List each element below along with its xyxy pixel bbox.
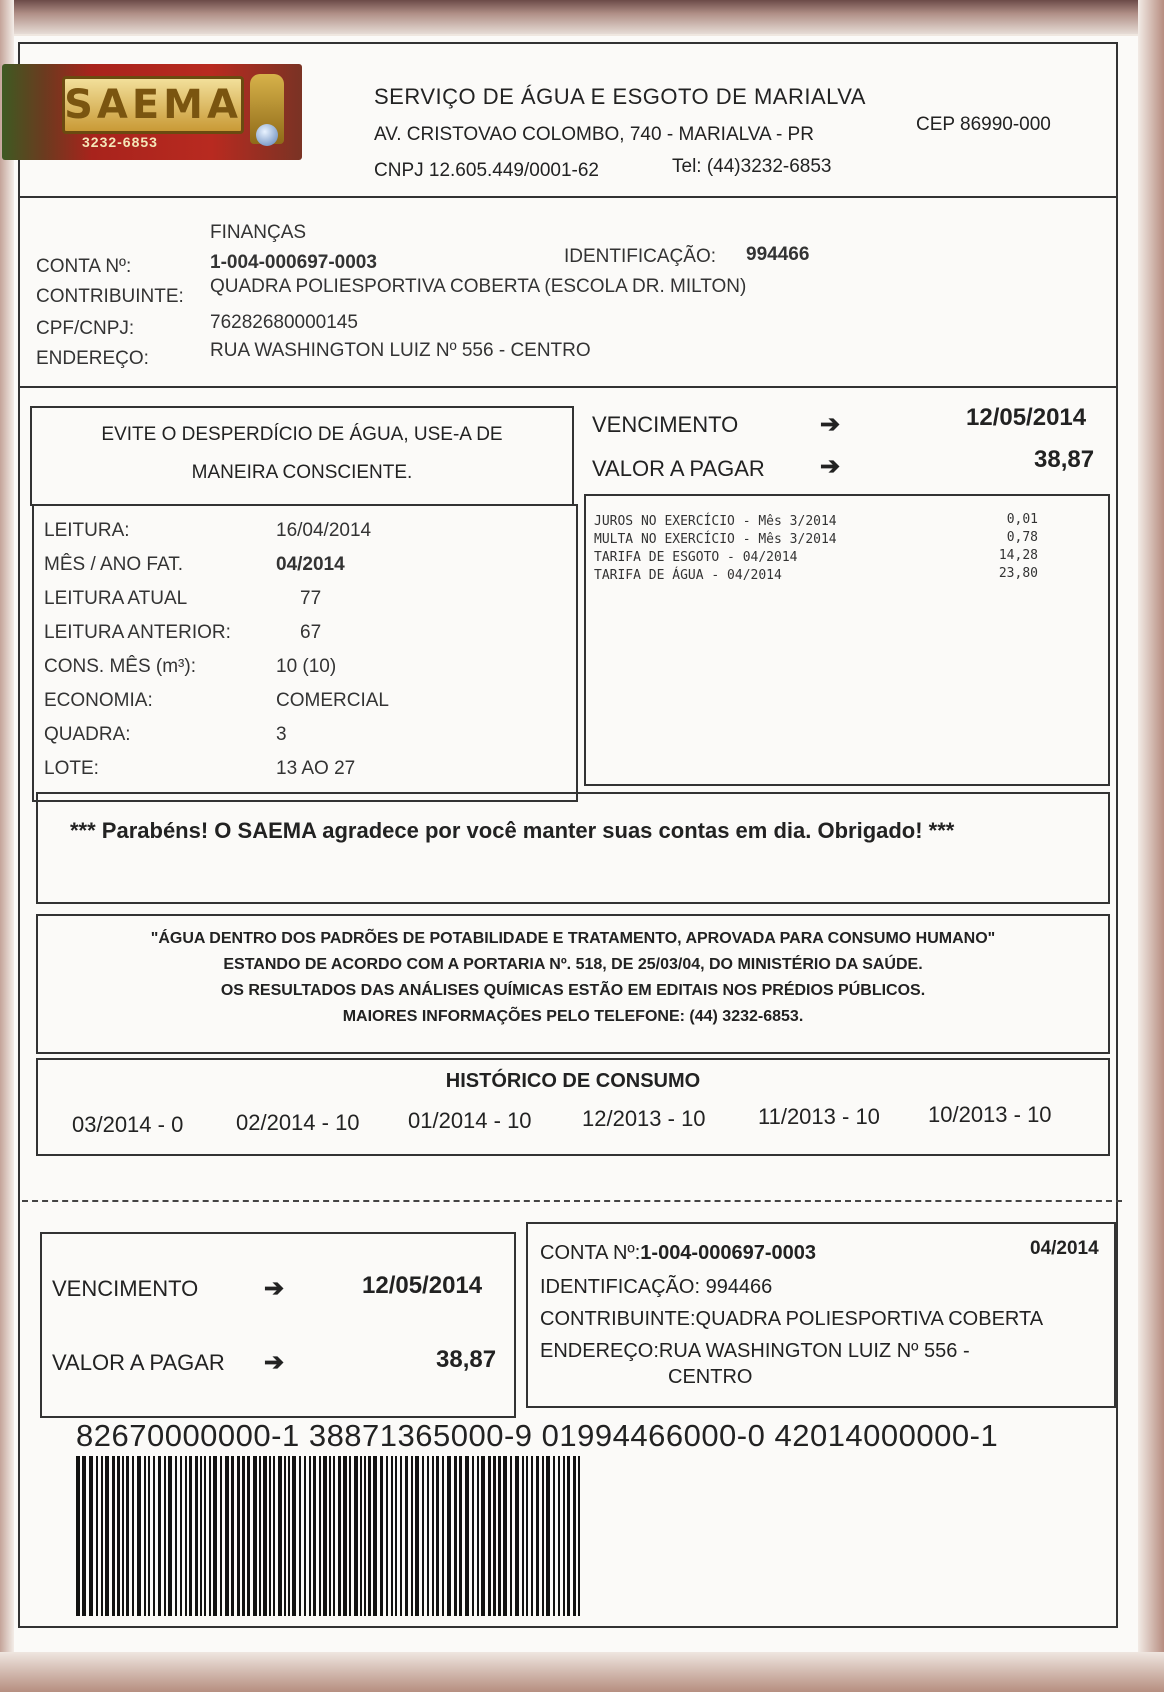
reading-label: ECONOMIA:	[44, 690, 153, 711]
reading-value: 16/04/2014	[276, 520, 372, 541]
cpf-value: 76282680000145	[210, 312, 358, 333]
water-quality-box	[36, 914, 1110, 1054]
identificacao-label: IDENTIFICAÇÃO:	[564, 246, 717, 267]
stub-valor-value: 38,87	[436, 1346, 497, 1373]
contribuinte-label: CONTRIBUINTE:	[36, 286, 184, 307]
conservation-line-2: MANEIRA CONSCIENTE.	[191, 462, 413, 483]
company-cnpj: CNPJ 12.605.449/0001-62	[374, 160, 599, 181]
reading-label: QUADRA:	[44, 724, 131, 745]
stub-endereco-1: ENDEREÇO:RUA WASHINGTON LUIZ Nº 556 -	[540, 1340, 970, 1362]
conta-label: CONTA Nº:	[36, 256, 132, 277]
company-cep: CEP 86990-000	[916, 114, 1051, 135]
stub-identificacao: IDENTIFICAÇÃO: 994466	[540, 1276, 773, 1298]
stub-vencimento-label: VENCIMENTO	[52, 1276, 199, 1301]
history-item: 11/2013 - 10	[758, 1104, 880, 1129]
quality-line-3: OS RESULTADOS DAS ANÁLISES QUÍMICAS ESTÃO EM EDITAIS NOS PRÉDIOS PÚBLICOS.	[220, 982, 926, 999]
history-item: 03/2014 - 0	[72, 1112, 184, 1137]
stub-due-box	[40, 1232, 516, 1418]
charge-description: JUROS NO EXERCÍCIO - Mês 3/2014	[594, 514, 837, 529]
charge-description: TARIFA DE ESGOTO - 04/2014	[594, 550, 798, 565]
scan-edge-bottom	[0, 1652, 1164, 1692]
company-address: AV. CRISTOVAO COLOMBO, 740 - MARIALVA - PR	[374, 124, 814, 145]
history-item: 10/2013 - 10	[928, 1102, 1052, 1127]
thanks-message: *** Parabéns! O SAEMA agradece por você manter suas contas em dia. Obrigado! ***	[70, 818, 955, 843]
reading-value: 13 AO 27	[276, 758, 356, 779]
vencimento-label: VENCIMENTO	[592, 412, 739, 437]
barcode-bar	[580, 1456, 582, 1616]
stub-conta	[540, 1242, 816, 1265]
vencimento-value: 12/05/2014	[966, 404, 1087, 431]
reading-value: COMERCIAL	[276, 690, 389, 711]
scan-edge-left	[0, 0, 14, 1692]
valor-arrow-icon: ➔	[820, 453, 841, 480]
barcode	[76, 1456, 780, 1616]
charge-value: 0,01	[1006, 512, 1038, 527]
reading-label: LEITURA:	[44, 520, 130, 541]
company-phone: Tel: (44)3232-6853	[672, 156, 832, 177]
reading-value: 77	[300, 588, 322, 609]
history-title: HISTÓRICO DE CONSUMO	[445, 1070, 701, 1092]
identificacao-value: 994466	[746, 244, 810, 265]
barcode-digits: 82670000000-1 38871365000-9 01994466000-0 42014000000-1	[76, 1418, 999, 1453]
stub-account-box	[526, 1222, 1116, 1408]
conservation-message-box	[30, 406, 574, 506]
history-item: 02/2014 - 10	[236, 1110, 360, 1135]
reading-value: 67	[300, 622, 322, 643]
stub-vencimento-arrow-icon: ➔	[264, 1275, 285, 1302]
stub-valor-label: VALOR A PAGAR	[52, 1350, 225, 1375]
conta-value: 1-004-000697-0003	[210, 252, 377, 273]
reading-label: LEITURA ANTERIOR:	[44, 622, 231, 643]
conservation-line-1: EVITE O DESPERDÍCIO DE ÁGUA, USE-A DE	[101, 424, 503, 445]
history-item: 01/2014 - 10	[408, 1108, 532, 1133]
reading-label: LOTE:	[44, 758, 99, 779]
stub-reference: 04/2014	[1030, 1238, 1099, 1259]
quality-line-4: MAIORES INFORMAÇÕES PELO TELEFONE: (44) 3232-6853.	[342, 1008, 804, 1025]
cut-line	[22, 1200, 1122, 1202]
header-divider	[20, 196, 1116, 198]
stub-contribuinte: CONTRIBUINTE:QUADRA POLIESPORTIVA COBERTA	[540, 1308, 1044, 1330]
thanks-box	[36, 792, 1110, 904]
reading-value: 04/2014	[276, 554, 345, 575]
reading-value: 3	[276, 724, 287, 745]
charge-value: 23,80	[998, 566, 1038, 581]
vencimento-arrow-icon: ➔	[820, 411, 841, 438]
reading-value: 10 (10)	[276, 656, 337, 677]
account-category: FINANÇAS	[210, 222, 307, 243]
quality-line-2: ESTANDO DE ACORDO COM A PORTARIA Nº. 518, DE 25/03/04, DO MINISTÉRIO DA SAÚDE.	[223, 956, 923, 973]
scan-edge-top	[0, 0, 1164, 34]
stub-vencimento-value: 12/05/2014	[362, 1272, 483, 1299]
valor-label: VALOR A PAGAR	[592, 456, 765, 481]
logo-phone: 3232-6853	[82, 134, 158, 150]
reading-label: LEITURA ATUAL	[44, 588, 188, 609]
stub-conta-value: 1-004-000697-0003	[640, 1242, 816, 1264]
charge-value: 14,28	[998, 548, 1038, 563]
charge-description: TARIFA DE ÁGUA - 04/2014	[594, 568, 782, 583]
stub-valor-arrow-icon: ➔	[264, 1349, 285, 1376]
endereco-label: ENDEREÇO:	[36, 348, 149, 369]
endereco-value: RUA WASHINGTON LUIZ Nº 556 - CENTRO	[210, 340, 591, 361]
company-name: SERVIÇO DE ÁGUA E ESGOTO DE MARIALVA	[374, 84, 866, 109]
account-divider	[20, 386, 1116, 388]
stub-conta-label: CONTA Nº:	[540, 1242, 641, 1264]
saema-logo	[2, 64, 302, 160]
cpf-label: CPF/CNPJ:	[36, 318, 135, 339]
charge-value: 0,78	[1006, 530, 1038, 545]
reading-label: MÊS / ANO FAT.	[44, 554, 184, 575]
contribuinte-value: QUADRA POLIESPORTIVA COBERTA (ESCOLA DR. MILTON)	[210, 276, 747, 297]
quality-line-1: "ÁGUA DENTRO DOS PADRÕES DE POTABILIDADE E TRATAMENTO, APROVADA PARA CONSUMO HUMANO"	[150, 930, 996, 947]
history-item: 12/2013 - 10	[582, 1106, 706, 1131]
charge-description: MULTA NO EXERCÍCIO - Mês 3/2014	[594, 532, 837, 547]
valor-value: 38,87	[1034, 446, 1095, 473]
scan-edge-right	[1138, 0, 1164, 1692]
logo-text: SAEMA	[62, 76, 244, 134]
reading-label: CONS. MÊS (m³):	[44, 656, 196, 677]
stub-endereco-2: CENTRO	[668, 1366, 753, 1388]
water-drop-icon	[256, 124, 278, 146]
